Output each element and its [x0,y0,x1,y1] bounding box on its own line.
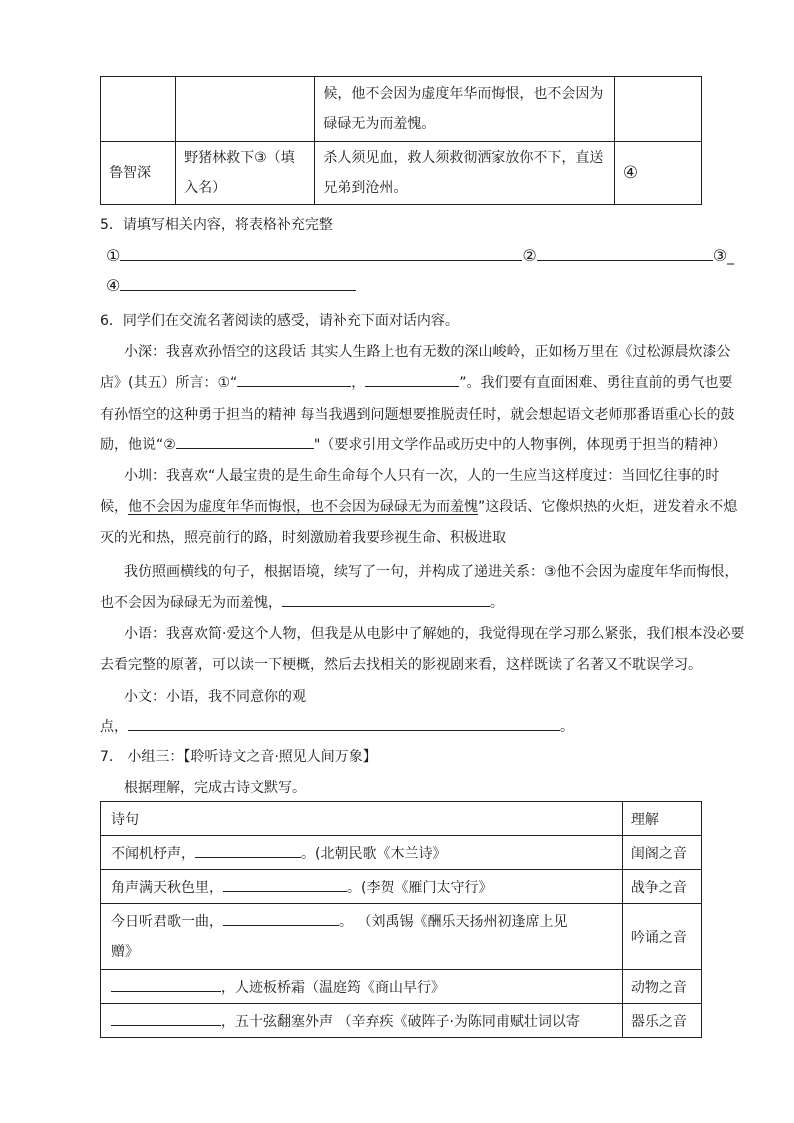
table-cell-quote: 杀人须见血，救人须救彻洒家放你不下，直送兄弟到沧州。 [315,142,614,205]
table-row [101,904,702,970]
understand-cell: 器乐之音 [622,1004,701,1038]
poem-blank[interactable] [195,843,301,858]
text-span: ”这段话、它像炽热的火炬，迸发着永不熄 [478,499,738,515]
understand-cell: 闺阁之音 [622,836,701,870]
table-header-row [101,802,702,836]
table-row [101,1004,702,1038]
text-span: 。 （刘禹锡《酬乐天扬州初逢席上见 [339,913,568,930]
dialogue-xiaozhen-line-1: 小圳：我喜欢“人最宝贵的是生命生命每个人只有一次，人的一生应当这样度过：当回忆往事的时 [124,468,720,484]
table-cell-trait: ④ [614,142,701,205]
underlined-sentence: 他不会因为虚度年华而悔恨，也不会因为碌碌无为而羞愧 [128,499,478,515]
table-cell-event [176,77,315,142]
header-understand: 理解 [622,802,701,836]
imitation-line-1: 我仿照画横线的句子，根据语境，续写了一句，并构成了递进关系：③他不会因为虚度年华而悔恨， [124,564,739,580]
table-cell-name: 鲁智深 [101,142,176,205]
text-span: 角声满天秋色里， [111,879,223,896]
text-span: 候， [100,499,128,515]
answer-blank-6-4[interactable] [128,716,560,731]
table-row [101,142,702,205]
dialogue-xiaoyu-line-2: 去看完整的原著，可以读一下梗概，然后去找相关的影视剧来看，这样既读了名著又不耽误学习。 [100,657,702,673]
poem-cell [101,904,623,970]
question-5-stem: 5．请填写相关内容，将表格补充完整 [100,217,333,233]
table-cell-name [101,77,176,142]
question-7-stem: 7． 小组三：【聆听诗文之音·照见人间万象】 [100,749,377,765]
text-span: 。 [490,595,504,611]
poem-cell [101,836,623,870]
table-cell-event: 野猪林救下③（填入名） [176,142,315,205]
question-6-stem: 6．同学们在交流名著阅读的感受，请补充下面对话内容。 [100,313,459,329]
question-5-answer-line-2 [106,276,356,295]
text-span: 赠》 [111,943,139,960]
dialogue-xiaowen-line-1: 小文：小语，我不同意你的观 [124,689,306,705]
text-span: ， [351,375,366,391]
answer-blank-1[interactable] [120,246,522,261]
table-cell-quote: 候，他不会因为虚度年华而悔恨，也不会因为碌碌无为而羞愧。 [315,77,614,142]
answer-blank-6-3[interactable] [282,592,490,607]
understand-cell: 吟诵之音 [622,904,701,970]
answer-blank-6-1a[interactable] [237,372,351,387]
table-row [101,970,702,1004]
poem-cell [101,1004,623,1038]
text-span: "（要求引用文学作品或历史中的人物事例，体现勇于担当的精神） [313,437,727,453]
poem-blank[interactable] [223,911,339,926]
imitation-line-2 [100,592,504,612]
marker-3: ③ [712,246,728,265]
character-table [100,76,702,205]
text-span: 。(北朝民歌《木兰诗》 [301,845,447,862]
dialogue-xiaoshen-line-4 [100,434,726,454]
understand-cell: 战争之音 [622,870,701,904]
text-span: 今日听君歌一曲， [111,913,223,930]
question-7-subtitle: 根据理解，完成古诗文默写。 [124,780,306,796]
text-span: ”。我们要有直面困难、勇往直前的勇气也要 [459,375,733,391]
understand-cell: 动物之音 [622,970,701,1004]
answer-blank-2[interactable] [537,246,713,261]
text-span: 店》(其五）所言：①“ [100,375,238,391]
poem-cell [101,970,623,1004]
table-row [101,836,702,870]
table-row [101,870,702,904]
table-cell-trait [614,77,701,142]
dialogue-xiaoyu-line-1: 小语：我喜欢简·爱这个人物，但我是从电影中了解她的，我觉得现在学习那么紧张，我们根本没必要 [124,626,745,642]
answer-blank-6-1b[interactable] [365,372,459,387]
dialogue-xiaozhen-line-2 [100,496,737,516]
poem-blank[interactable] [223,877,347,892]
text-span: 。(李贺《雁门太守行》 [347,879,493,896]
question-5-answer-line-1 [106,246,734,265]
text-span: ，五十弦翻塞外声 （辛弃疾《破阵子·为陈同甫赋壮词以寄 [221,1013,580,1030]
text-span: 励，他说“② [100,437,176,453]
marker-4: ④ [106,276,121,295]
dialogue-xiaowen-line-2 [100,716,574,736]
dialogue-xiaoshen-line-2 [100,372,733,392]
marker-3-tail: _ [727,249,735,265]
poem-blank[interactable] [111,977,221,992]
marker-2: ② [522,246,537,265]
text-span: 也不会因为碌碌无为而羞愧， [100,595,282,611]
answer-blank-4[interactable] [120,276,356,291]
text-span: 。 [560,719,574,735]
text-span: ，人迹板桥霜（温庭筠《商山早行》 [221,979,445,996]
text-span: 点， [100,719,128,735]
header-poem: 诗句 [101,802,623,836]
poem-table [100,801,702,1038]
poem-blank[interactable] [111,1011,221,1026]
poem-cell [101,870,623,904]
text-span: 不闻机杼声， [111,845,195,862]
table-row [101,77,702,142]
dialogue-xiaoshen-line-1: 小深：我喜欢孙悟空的这段话 其实人生路上也有无数的深山峻岭，正如杨万里在《过松源晨炊漆公 [124,344,731,360]
dialogue-xiaoshen-line-3: 有孙悟空的这种勇于担当的精神 每当我遇到问题想要推脱责任时，就会想起语文老师那番语重心长的鼓 [100,407,735,423]
marker-1: ① [106,246,121,265]
dialogue-xiaozhen-line-3: 灭的光和热，照亮前行的路，时刻激励着我要珍视生命、积极进取 [100,530,506,546]
answer-blank-6-2[interactable] [176,434,314,449]
